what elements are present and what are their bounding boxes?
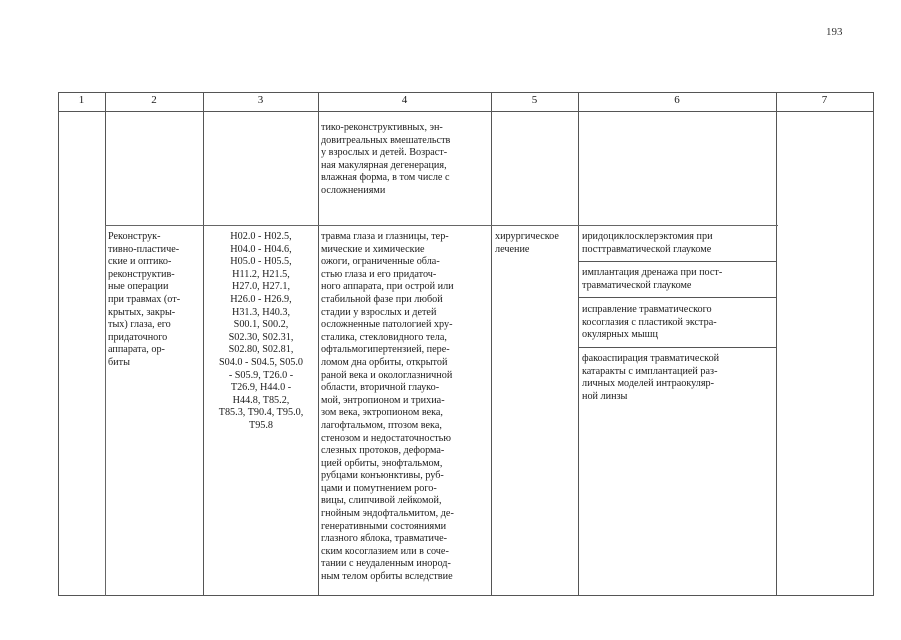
method-divider [578, 297, 776, 298]
column-header-3: 3 [257, 94, 264, 106]
method-item: имплантация дренажа при пост- травматической глаукоме [582, 267, 723, 291]
page-number: 193 [826, 26, 843, 38]
continuation-description: тико-реконструктивных, эн- довитреальных вмешательств у взрослых и детей. Возраст- ная макулярная дегенерация, влажная форма, в том числе с осложнениями [321, 122, 451, 196]
column-header-5: 5 [531, 94, 538, 106]
method-divider [578, 261, 776, 262]
procedures-table [58, 92, 874, 596]
method-item: исправление травматического косоглазия с пластикой экстра- окулярных мышц [582, 304, 717, 341]
method-divider [578, 347, 776, 348]
table-border-right [873, 92, 874, 596]
procedure-name: Реконструк- тивно-пластиче- ские и оптико- реконструктив- ные операции при травмах (от- крытых, закры- тых) глаза, его придаточного аппарата, ор- биты [108, 231, 181, 368]
icd-codes: H02.0 - H02.5, H04.0 - H04.6, H05.0 - H05.5, H11.2, H21.5, H27.0, H27.1, H26.0 - H26.9, H31.3, H40.3, S00.1, S00.2, S02.30, S02.31, S02.80, S02.81, S04.0 - S04.5, S05.0 - S05.9, T26.0 - T26.9, H44.0 - H44.8, T85.2, T85.3, T90.4, T95.0, T95.8 [218, 231, 304, 431]
method-item: иридоциклосклерэктомия при посттравматической глаукоме [582, 231, 713, 255]
column-header-6: 6 [674, 94, 680, 106]
method-item: факоаспирация травматической катаракты с имплантацией раз- личных моделей интраокуляр- ной линзы [582, 353, 720, 402]
diagnosis-description: травма глаза и глазницы, тер- мические и химические ожоги, ограниченные обла- стью глаза и его придаточ- ного аппарата, при острой или стабильной фазе при любой стадии у взрослых и детей осложненные патологией хру- сталика, стекловидного тела, офтальмогипертензией, пере- ломом дна орбиты, открытой раной века и окологлазничной области, вторичной глауко- мой, энтропионом и трихиа- зом века, эктропионом века, лагофтальмом, птозом века, стенозом и недостаточностью слезных протоков, деформа- цией орбиты, энофтальмом, рубцами конъюнктивы, руб- цами и помутнением рого- вицы, слипчивой лейкомой, гнойным эндофтальмитом, де- генеративными состояниями глазного яблока, травматиче- ским косоглазием или в соче- тании с неудаленным инород- ным телом орбиты вследствие [321, 231, 454, 583]
column-header-4: 4 [401, 94, 408, 106]
column-header-1: 1 [78, 94, 85, 106]
column-header-2: 2 [151, 94, 157, 106]
table-border-top [58, 92, 874, 93]
column-header-7: 7 [821, 94, 828, 106]
header-divider [58, 111, 874, 112]
table-border-left [58, 92, 59, 596]
treatment-type: хирургическое лечение [495, 231, 559, 255]
